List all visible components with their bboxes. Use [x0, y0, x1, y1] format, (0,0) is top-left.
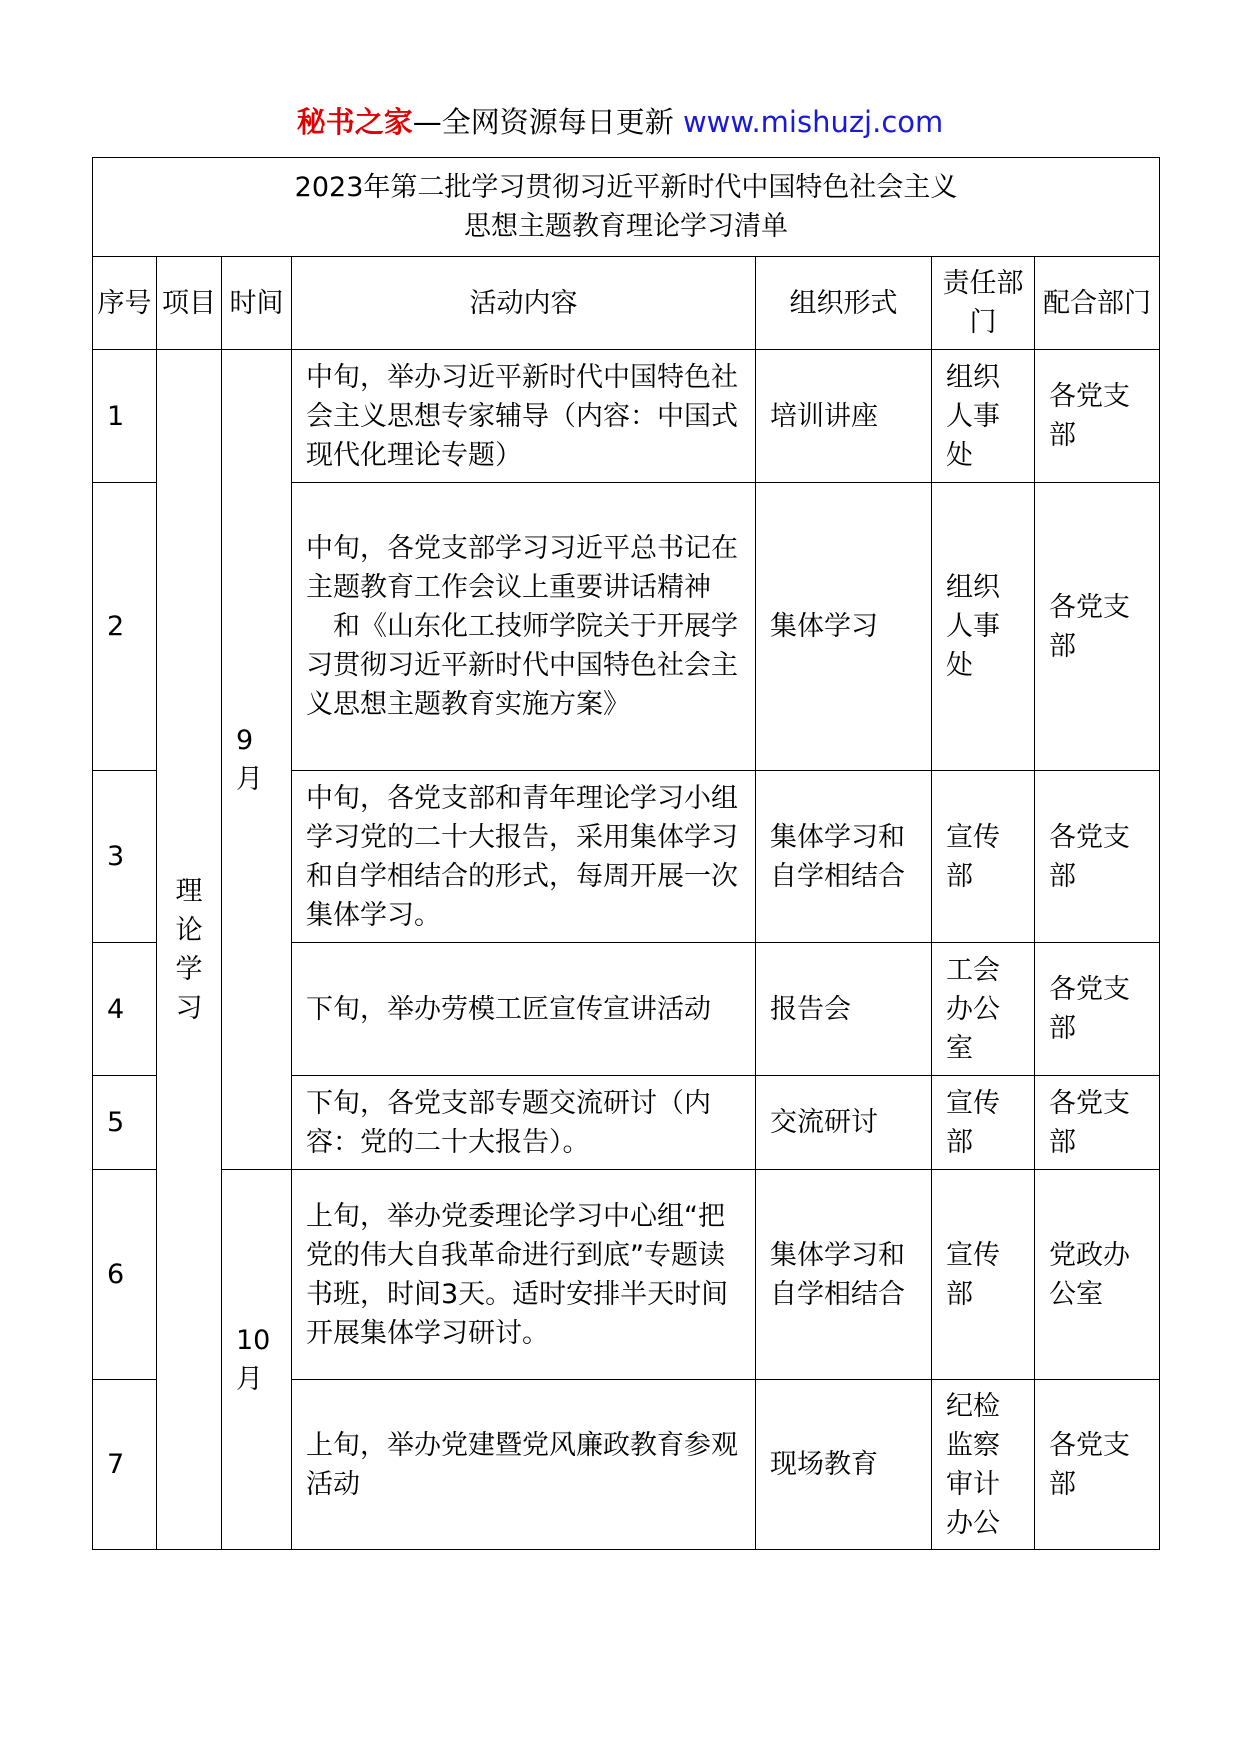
- title-line-1: 2023年第二批学习贯彻习近平新时代中国特色社会主义: [294, 172, 958, 203]
- header-form: 组织形式: [756, 257, 932, 350]
- row-number: 6: [93, 1170, 157, 1380]
- activity-content: [292, 483, 756, 771]
- activity-content: 上旬，举办党建暨党风廉政教育参观活动: [292, 1380, 756, 1550]
- header-time: 时间: [222, 257, 292, 350]
- title-line-2: 思想主题教育理论学习清单: [464, 211, 789, 242]
- activity-content-part-1: 中旬，各党支部学习习近平总书记在主题教育工作会议上重要讲话精神: [306, 533, 738, 603]
- table-row: [93, 1170, 1160, 1380]
- responsible-dept: 宣传部: [932, 1170, 1035, 1380]
- row-number: 7: [93, 1380, 157, 1550]
- cooperating-dept: 各党支部: [1035, 1380, 1160, 1550]
- header-no: 序号: [93, 257, 157, 350]
- cooperating-dept: 各党支部: [1035, 943, 1160, 1076]
- row-number: 5: [93, 1076, 157, 1170]
- responsible-dept: 宣传部: [932, 771, 1035, 943]
- header-project: 项目: [157, 257, 222, 350]
- activity-content-part-2: 和《山东化工技师学院关于开展学习贯彻习近平新时代中国特色社会主义思想主题教育实施方案》: [306, 611, 738, 720]
- cooperating-dept: 党政办公室: [1035, 1170, 1160, 1380]
- activity-content: 中旬，各党支部和青年理论学习小组学习党的二十大报告，采用集体学习和自学相结合的形式，每周开展一次集体学习。: [292, 771, 756, 943]
- organization-form: 培训讲座: [756, 350, 932, 483]
- row-number: 2: [93, 483, 157, 771]
- row-number: 4: [93, 943, 157, 1076]
- organization-form: 报告会: [756, 943, 932, 1076]
- site-url-link[interactable]: www.mishuzj.com: [682, 105, 944, 139]
- row-number: 1: [93, 350, 157, 483]
- month-october: 10月: [222, 1170, 292, 1550]
- document-title: [93, 158, 1160, 257]
- responsible-dept: 组织人事处: [932, 350, 1035, 483]
- header-content: 活动内容: [292, 257, 756, 350]
- month-september: 9月: [222, 350, 292, 1170]
- responsible-dept: 纪检监察审计办公: [932, 1380, 1035, 1550]
- table-row: [93, 350, 1160, 483]
- activity-content: 下旬，举办劳模工匠宣传宣讲活动: [292, 943, 756, 1076]
- organization-form: 现场教育: [756, 1380, 932, 1550]
- study-plan-table: [92, 157, 1160, 1550]
- title-row: [93, 158, 1160, 257]
- organization-form: 交流研讨: [756, 1076, 932, 1170]
- project-cell: 理论学习: [157, 350, 222, 1550]
- responsible-dept: 组织人事处: [932, 483, 1035, 771]
- cooperating-dept: 各党支部: [1035, 1076, 1160, 1170]
- activity-content: 下旬，各党支部专题交流研讨（内容：党的二十大报告）。: [292, 1076, 756, 1170]
- responsible-dept: 宣传部: [932, 1076, 1035, 1170]
- header-coop: 配合部门: [1035, 257, 1160, 350]
- activity-content: 中旬，举办习近平新时代中国特色社会主义思想专家辅导（内容：中国式现代化理论专题）: [292, 350, 756, 483]
- responsible-dept: 工会办公室: [932, 943, 1035, 1076]
- header-resp: 责任部门: [932, 257, 1035, 350]
- organization-form: 集体学习和自学相结合: [756, 1170, 932, 1380]
- organization-form: 集体学习和自学相结合: [756, 771, 932, 943]
- site-tagline: —全网资源每日更新: [412, 105, 683, 139]
- cooperating-dept: 各党支部: [1035, 350, 1160, 483]
- cooperating-dept: 各党支部: [1035, 771, 1160, 943]
- cooperating-dept: 各党支部: [1035, 483, 1160, 771]
- activity-content: 上旬，举办党委理论学习中心组“把党的伟大自我革命进行到底”专题读书班，时间3天。适时安排半天时间开展集体学习研讨。: [292, 1170, 756, 1380]
- site-banner: [0, 102, 1240, 142]
- organization-form: 集体学习: [756, 483, 932, 771]
- row-number: 3: [93, 771, 157, 943]
- header-row: [93, 257, 1160, 350]
- site-brand: 秘书之家: [296, 105, 413, 139]
